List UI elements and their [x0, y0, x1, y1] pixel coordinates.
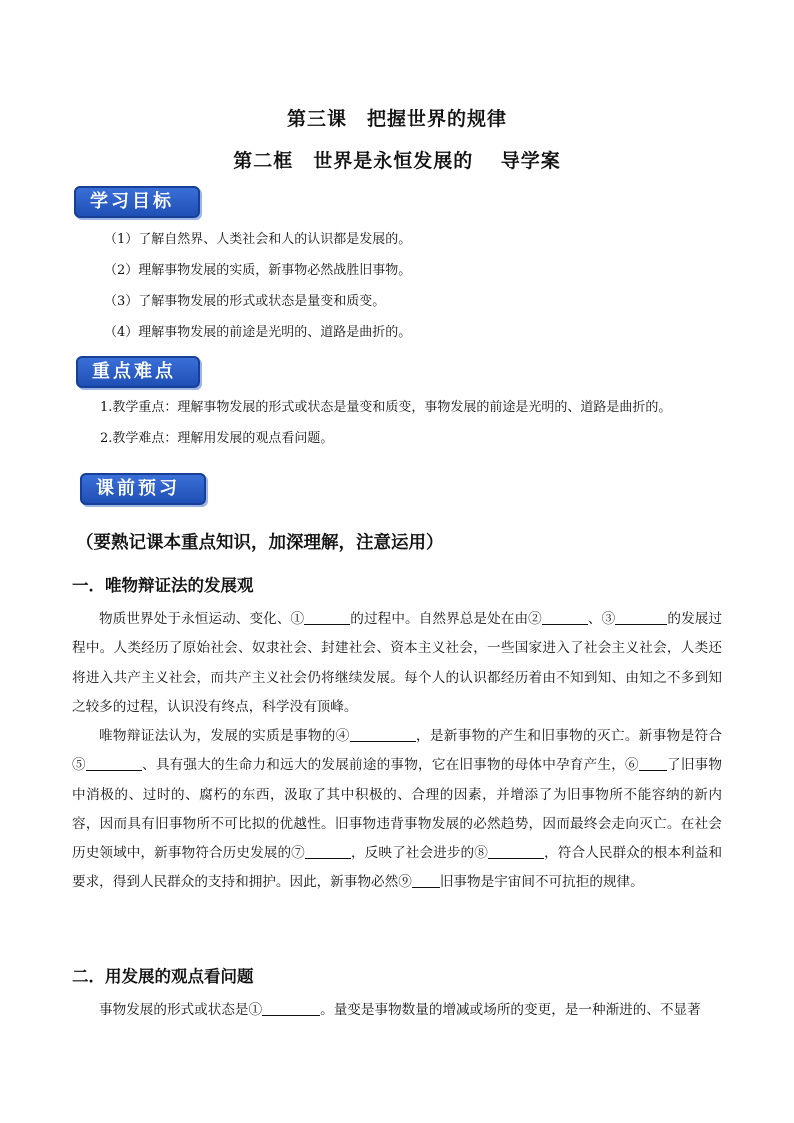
blank-marker: ④: [335, 728, 350, 744]
fill-blank[interactable]: [488, 842, 544, 859]
fill-blank[interactable]: [639, 754, 667, 771]
blank-marker: ⑨: [398, 874, 412, 891]
blank-marker: ①: [290, 611, 305, 627]
blank-marker: ⑥: [625, 757, 639, 774]
objective-item: （3）了解事物发展的形式或状态是量变和质变。: [104, 294, 386, 309]
keypoints-badge: 重点难点: [76, 356, 200, 388]
section2-paragraph1: 事物发展的形式或状态是① 。量变是事物数量的增减或场所的变更，是一种渐进的、不显著: [72, 996, 722, 1025]
objective-item: （4）理解事物发展的前途是光明的、道路是曲折的。: [104, 325, 412, 340]
fill-blank[interactable]: [412, 871, 440, 888]
fill-blank[interactable]: [305, 842, 351, 859]
blank-marker: ⑧: [474, 845, 488, 862]
objective-item: （1）了解自然界、人类社会和人的认识都是发展的。: [104, 232, 412, 247]
fill-blank[interactable]: [304, 608, 350, 625]
section1-heading: 一．唯物辩证法的发展观: [72, 576, 254, 595]
objectives-badge: 学习目标: [74, 186, 200, 218]
preview-instruction: （要熟记课本重点知识，加深理解，注意运用）: [76, 533, 444, 553]
section2-heading: 二．用发展的观点看问题: [72, 967, 254, 986]
lesson-subtitle: 第二框 世界是永恒发展的 导学案: [233, 150, 561, 172]
section1-paragraph1: 物质世界处于永恒运动、变化、① 的过程中。自然界总是处在由② 、③ 的发展过程中。人类经历了原始社会、奴隶社会、封建社会、资本主义社会，一些国家进入了社会主义社会，人类还将进入共产主义社会，而共产主义社会仍将继续发展。每个人的认识都经历着由不知到知、由知之不多到知之较多的过程，认识没有终点，科学没有顶峰。: [72, 605, 722, 722]
blank-marker: ⑤: [72, 757, 86, 774]
fill-blank[interactable]: [542, 608, 588, 625]
blank-marker: ⑦: [291, 845, 305, 862]
lesson-title: 第三课 把握世界的规律: [286, 108, 507, 130]
fill-blank[interactable]: [262, 999, 320, 1016]
fill-blank[interactable]: [615, 608, 667, 625]
blank-marker: ②: [528, 611, 542, 627]
blank-marker: ③: [601, 611, 616, 627]
keypoint-item: 1.教学重点：理解事物发展的形式或状态是量变和质变，事物发展的前途是光明的、道路是曲折的。: [100, 400, 672, 415]
keypoint-item: 2.教学难点：理解用发展的观点看问题。: [100, 431, 334, 446]
fill-blank[interactable]: [86, 754, 142, 771]
section1-paragraph2: 唯物辩证法认为，发展的实质是事物的④ ，是新事物的产生和旧事物的灭亡。新事物是符合⑤ 、具有强大的生命力和远大的发展前途的事物，它在旧事物的母体中孕育产生，⑥ 了旧事物中消极的、过时的、腐朽的东西，汲取了其中积极的、合理的因素，并增添了为旧事物所不能容纳的新内容，因而具有旧事物所不可比拟的优越性。旧事物违背事物发展的必然趋势，因而最终会走向灭亡。在社会历史领域中，新事物符合历史发展的⑦ ，反映了社会进步的⑧ ，符合人民群众的根本利益和要求，得到人民群众的支持和拥护。因此，新事物必然⑨ 旧事物是宇宙间不可抗拒的规律。: [72, 722, 722, 898]
blank-marker: ①: [248, 1002, 263, 1018]
fill-blank[interactable]: [350, 725, 416, 742]
preview-badge: 课前预习: [80, 473, 206, 505]
objective-item: （2）理解事物发展的实质，新事物必然战胜旧事物。: [104, 263, 412, 278]
